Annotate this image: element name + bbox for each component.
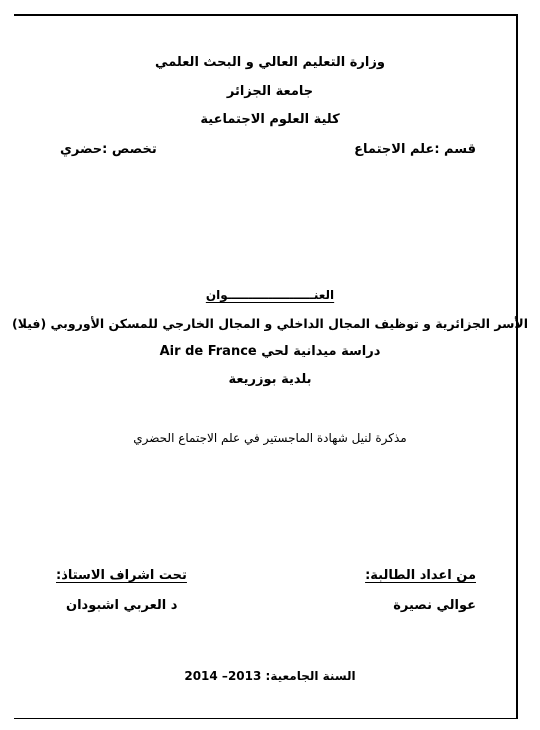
university-name: جامعة الجزائر <box>226 84 314 99</box>
supervisor-label: تحت اشراف الاستاذ: <box>56 568 187 583</box>
thesis-purpose: مذكرة لنيل شهادة الماجستير في علم الاجتماع الحضري <box>133 431 407 445</box>
page-border-bottom <box>14 718 518 719</box>
faculty-name: كلية العلوم الاجتماعية <box>200 112 340 127</box>
academic-year: السنة الجامعية: 2013– 2014 <box>184 669 356 683</box>
supervisor-name: د العربي اشبودان <box>66 598 178 613</box>
thesis-title: الأسر الجزائرية و توظيف المجال الداخلي و المجال الخارجي للمسكن الأوروبي (فيلا) <box>11 316 529 331</box>
student-label: من اعداد الطالبة: <box>365 568 476 583</box>
department-label: قسم :علم الاجتماع <box>354 142 476 157</box>
thesis-location: بلدية بوزريعة <box>228 372 312 387</box>
thesis-subtitle: دراسة ميدانية لحي Air de France <box>159 344 381 359</box>
specialty-label: تخصص :حضري <box>60 142 157 157</box>
student-name: عوالي نصيرة <box>393 598 476 613</box>
ministry-name: وزارة التعليم العالي و البحث العلمي <box>155 55 385 70</box>
title-label: العنـــــــــــــــــــــوان <box>205 288 335 302</box>
